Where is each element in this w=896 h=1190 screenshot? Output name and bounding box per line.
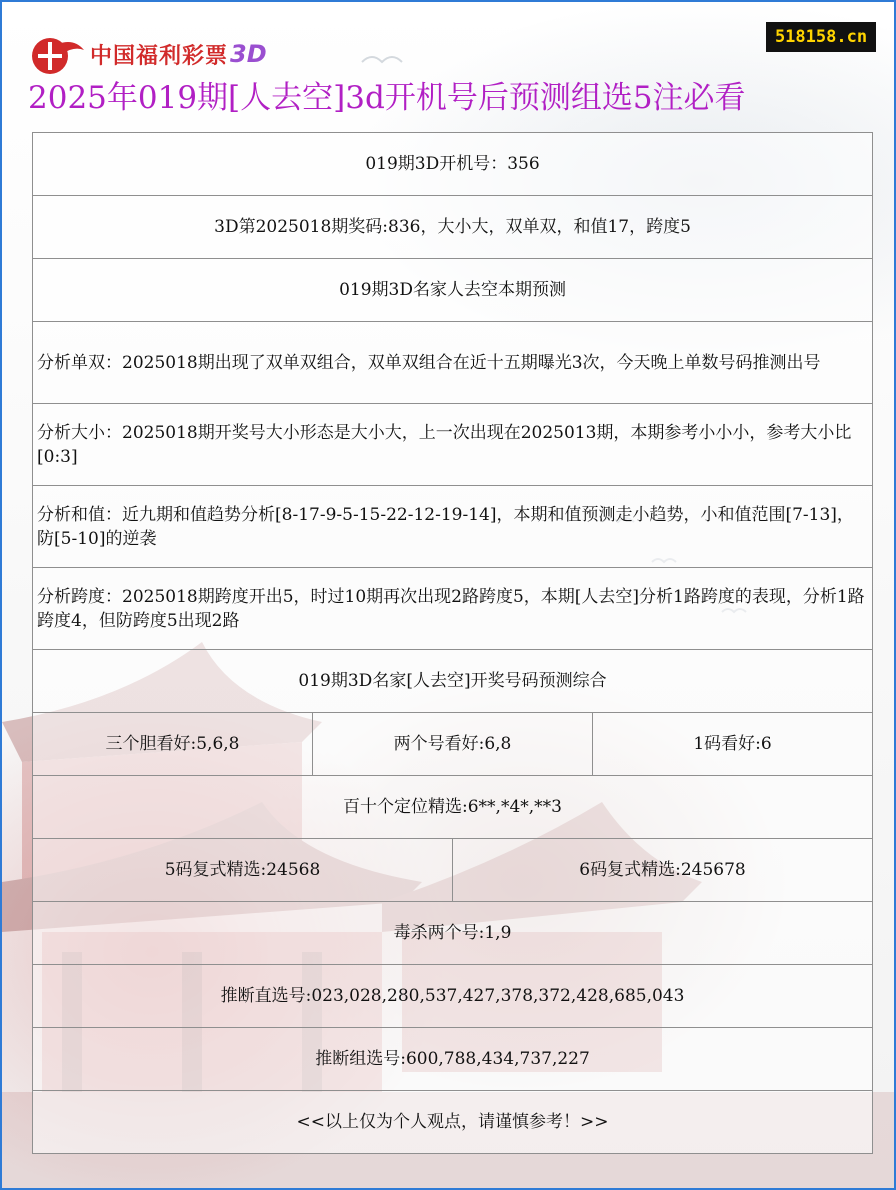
group-pick-cell: 推断组选号:600,788,434,737,227 — [33, 1028, 873, 1091]
logo-text: 中国福利彩票 — [90, 43, 229, 69]
table-row — [33, 568, 873, 650]
position-pick-cell: 百十个定位精选:6**,*4*,**3 — [33, 776, 873, 839]
welfare-lottery-logo-icon — [28, 32, 88, 76]
two-numbers-cell: 两个号看好:6,8 — [313, 713, 593, 776]
summary-section-heading: 019期3D名家[人去空]开奖号码预测综合 — [33, 650, 873, 713]
span-analysis: 分析跨度：2025018期跨度开出5，时过10期再次出现2路跨度5，本期[人去空]分析1路跨度的表现，分析1路跨度4，但防跨度5出现2路 — [33, 568, 873, 650]
table-row — [33, 322, 873, 404]
open-number-cell: 019期3D开机号：356 — [33, 133, 873, 196]
disclaimer-cell: <<以上仅为个人观点，请谨慎参考！>> — [33, 1091, 873, 1154]
table-row — [33, 259, 873, 322]
kill-two-cell: 毒杀两个号:1,9 — [33, 902, 873, 965]
table-row — [33, 839, 873, 902]
odd-even-analysis: 分析单双：2025018期出现了双单双组合，双单双组合在近十五期曝光3次，今天晚上单数号码推测出号 — [33, 322, 873, 404]
table-row — [33, 1028, 873, 1091]
table-row — [33, 486, 873, 568]
logo — [28, 32, 267, 76]
direct-pick-cell: 推断直选号:023,028,280,537,427,378,372,428,685,043 — [33, 965, 873, 1028]
table-row — [33, 902, 873, 965]
page-title: 2025年019期[人去空]3d开机号后预测组选5注必看 — [28, 80, 746, 116]
table-row — [33, 196, 873, 259]
last-result-cell: 3D第2025018期奖码:836，大小大，双单双，和值17，跨度5 — [33, 196, 873, 259]
six-code-cell: 6码复式精选:245678 — [453, 839, 873, 902]
site-badge[interactable]: 518158.cn — [766, 22, 876, 52]
table-row — [33, 1091, 873, 1154]
table-row — [33, 650, 873, 713]
table-row — [33, 965, 873, 1028]
table-row — [33, 713, 873, 776]
one-code-cell: 1码看好:6 — [593, 713, 873, 776]
big-small-analysis: 分析大小：2025018期开奖号大小形态是大小大，上一次出现在2025013期，本期参考小小小，参考大小比[0:3] — [33, 404, 873, 486]
five-code-cell: 5码复式精选:24568 — [33, 839, 453, 902]
logo-3d-text: 3D — [230, 40, 267, 68]
table-row — [33, 776, 873, 839]
table-row — [33, 404, 873, 486]
table-row — [33, 133, 873, 196]
three-dan-cell: 三个胆看好:5,6,8 — [33, 713, 313, 776]
analysis-section-heading: 019期3D名家人去空本期预测 — [33, 259, 873, 322]
sum-value-analysis: 分析和值：近九期和值趋势分析[8-17-9-5-15-22-12-19-14]，本期和值预测走小趋势，小和值范围[7-13]，防[5-10]的逆袭 — [33, 486, 873, 568]
prediction-table — [32, 132, 873, 1154]
